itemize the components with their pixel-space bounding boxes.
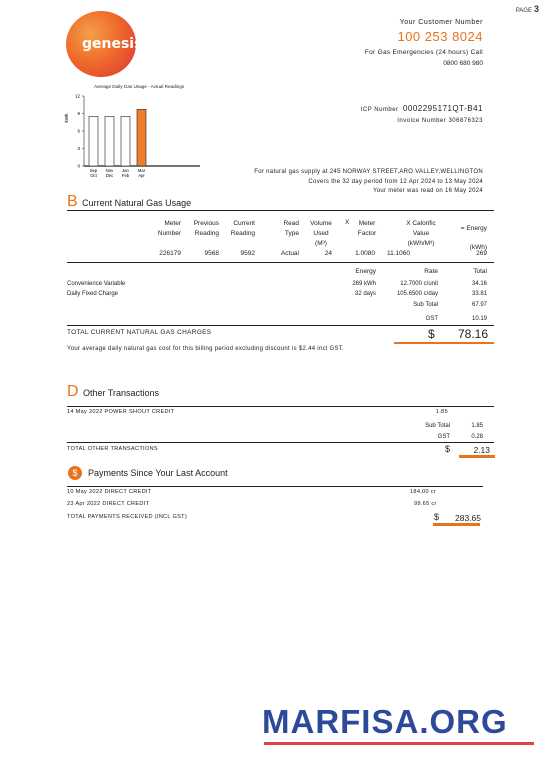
header-text: Reading	[194, 230, 219, 237]
total-underline	[433, 523, 480, 526]
bar	[89, 116, 98, 166]
energy-kwh: 269	[476, 250, 487, 257]
total-gas-amount: 78.16	[457, 327, 488, 341]
total-payments-amount: 283.65	[455, 513, 481, 523]
page-indicator	[516, 4, 539, 14]
supply-details	[254, 168, 483, 197]
meter-number: 226179	[159, 250, 181, 257]
y-tick-label: 6	[77, 128, 80, 134]
customer-number: 100 253 8024	[397, 29, 483, 44]
subtotal-value: 67.97	[471, 302, 487, 308]
charge-label: Convenience Variable	[67, 281, 126, 287]
usage-chart	[60, 90, 205, 185]
emergency-number: 0800 680 980	[443, 60, 483, 67]
header-text: Factor	[357, 230, 377, 237]
gst-value: 0.28	[471, 434, 483, 440]
section-title: Current Natural Gas Usage	[82, 198, 192, 208]
header-text: Number	[157, 230, 181, 237]
header-text: Type	[284, 230, 299, 237]
bar	[121, 116, 130, 166]
col-volume	[305, 219, 337, 249]
total-payments-label: TOTAL PAYMENTS RECEIVED (INCL GST)	[67, 514, 188, 520]
chart-ylabel: kWh	[64, 113, 69, 123]
charge-label: Daily Fixed Charge	[67, 291, 119, 297]
currency-symbol: $	[445, 444, 451, 454]
icp-number	[361, 104, 483, 113]
x-tick-label: Jan	[122, 168, 129, 173]
meter-read-date: Your meter was read on 16 May 2024	[372, 188, 483, 194]
header-text: (M³)	[315, 240, 327, 247]
gst-label: GST	[437, 434, 450, 440]
x-tick-label: Dec	[105, 173, 114, 178]
gst-label: GST	[425, 316, 438, 322]
x-tick-label: Feb	[121, 173, 130, 178]
payment-amount: 184.00 cr	[410, 489, 437, 495]
divider	[67, 406, 494, 407]
header-text: Meter	[164, 220, 181, 227]
current-reading: 9592	[240, 250, 255, 257]
charge-rate: 105.6500 c/day	[396, 291, 438, 297]
header-text: (kWh/M³)	[407, 240, 435, 247]
col-meter-factor	[354, 219, 380, 239]
y-tick-label: 12	[74, 93, 80, 99]
header-text: Reading	[230, 230, 255, 237]
gst-value: 10.19	[471, 316, 487, 322]
customer-number-label: Your Customer Number	[399, 19, 483, 26]
x-tick-label: Nov	[105, 168, 114, 173]
icp-value: 0002295171QT-B41	[402, 104, 483, 113]
icp-label: ICP Number	[360, 107, 399, 113]
section-title: Other Transactions	[83, 388, 160, 398]
payment-amount: 99.65 cr	[414, 501, 437, 507]
charge-rate: 12.7000 c/unit	[400, 281, 438, 287]
invoice-value: 306876323	[448, 118, 483, 124]
total-underline	[394, 342, 494, 344]
currency-symbol: $	[434, 512, 440, 522]
charges-total-header: Total	[473, 268, 487, 275]
charge-total: 34.16	[471, 281, 487, 287]
x-tick-label: Apr	[138, 173, 145, 178]
x-tick-label: Mar	[137, 168, 146, 173]
other-transactions-heading	[67, 383, 159, 401]
invoice-label: Invoice Number	[397, 118, 447, 124]
divider	[67, 210, 494, 211]
genesis-logo	[66, 11, 143, 77]
charge-energy: 269 kWh	[352, 281, 376, 287]
gas-usage-heading	[67, 193, 191, 211]
header-text: = Energy	[460, 225, 487, 232]
transaction-amount: 1.85	[435, 409, 448, 415]
header-text: Current	[233, 220, 255, 227]
watermark-logo: MARFISA.ORG	[262, 703, 508, 740]
col-calorific	[397, 219, 445, 249]
col-read-type	[268, 219, 299, 239]
total-underline	[459, 455, 495, 458]
watermark-underline	[264, 742, 534, 745]
subtotal-label: Sub Total	[425, 423, 450, 429]
charge-total: 33.81	[471, 291, 487, 297]
divider	[67, 325, 494, 326]
table-row	[67, 291, 487, 300]
currency-symbol: $	[428, 327, 435, 341]
section-letter-d: D	[67, 383, 79, 400]
header-text: (kWh)	[469, 244, 487, 251]
total-gas-label: TOTAL CURRENT NATURAL GAS CHARGES	[67, 329, 212, 336]
logo-text: genesis	[82, 36, 143, 52]
emergency-label: For Gas Emergencies (24 hours) Call	[364, 49, 483, 56]
average-cost-note: Your average daily natural gas cost for this billing period excluding discount is $2.44 incl GST.	[67, 346, 345, 352]
page-number: 3	[533, 4, 539, 14]
header-text: Previous	[193, 220, 219, 227]
y-tick-label: 9	[77, 111, 80, 116]
total-other-amount: 2.13	[473, 445, 490, 455]
header-text: Value	[412, 230, 430, 237]
y-tick-label: 3	[77, 146, 80, 151]
header-text: Used	[313, 230, 329, 237]
total-other-label: TOTAL OTHER TRANSACTIONS	[67, 446, 158, 452]
bar	[137, 109, 146, 166]
volume-used: 24	[324, 250, 332, 257]
bar	[105, 116, 114, 166]
payment-label: 10 May 2022 DIRECT CREDIT	[67, 489, 152, 495]
table-row	[67, 250, 487, 259]
charges-energy-header: Energy	[355, 268, 376, 275]
supply-address: For natural gas supply at 245 NORWAY STREET,ARO VALLEY,WELLINGTON	[254, 169, 483, 175]
supply-period: Covers the 32 day period from 12 Apr 2024 to 13 May 2024	[308, 178, 483, 185]
charge-energy: 32 days	[354, 291, 376, 297]
invoice-number	[397, 118, 483, 124]
header-text: X Calorific	[406, 220, 436, 227]
meter-factor: 1.0080	[355, 250, 375, 257]
section-letter-b: B	[67, 193, 78, 210]
col-current-reading	[222, 219, 255, 239]
divider	[67, 486, 483, 487]
col-meter-number	[148, 219, 181, 239]
transaction-label: 14 May 2022 POWER SHOUT CREDIT	[67, 409, 175, 415]
header-text: Meter	[358, 220, 376, 227]
col-previous-reading	[186, 219, 219, 239]
divider	[67, 262, 494, 263]
subtotal-value: 1.85	[471, 423, 483, 429]
header-text: Read	[283, 220, 299, 227]
payment-label: 23 Apr 2022 DIRECT CREDIT	[67, 501, 150, 507]
x-tick-label: Oct	[90, 173, 97, 178]
chart-title: Average Daily Gas Usage - Actual Readings	[94, 84, 185, 89]
table-row	[67, 281, 487, 290]
subtotal-label: Sub Total	[413, 302, 438, 308]
multiply-sign: X	[345, 219, 350, 226]
payments-title: Payments Since Your Last Account	[88, 468, 228, 478]
calorific-value: 11.1060	[386, 250, 410, 257]
read-type: Actual	[280, 250, 299, 257]
previous-reading: 9568	[204, 250, 219, 257]
x-tick-label: Sep	[89, 168, 98, 173]
page-label: PAGE	[515, 8, 532, 14]
divider	[67, 442, 494, 443]
charges-rate-header: Rate	[424, 268, 438, 275]
dollar-icon: $	[68, 466, 82, 480]
header-text: Volume	[310, 220, 332, 227]
y-tick-label: 0	[77, 163, 80, 169]
